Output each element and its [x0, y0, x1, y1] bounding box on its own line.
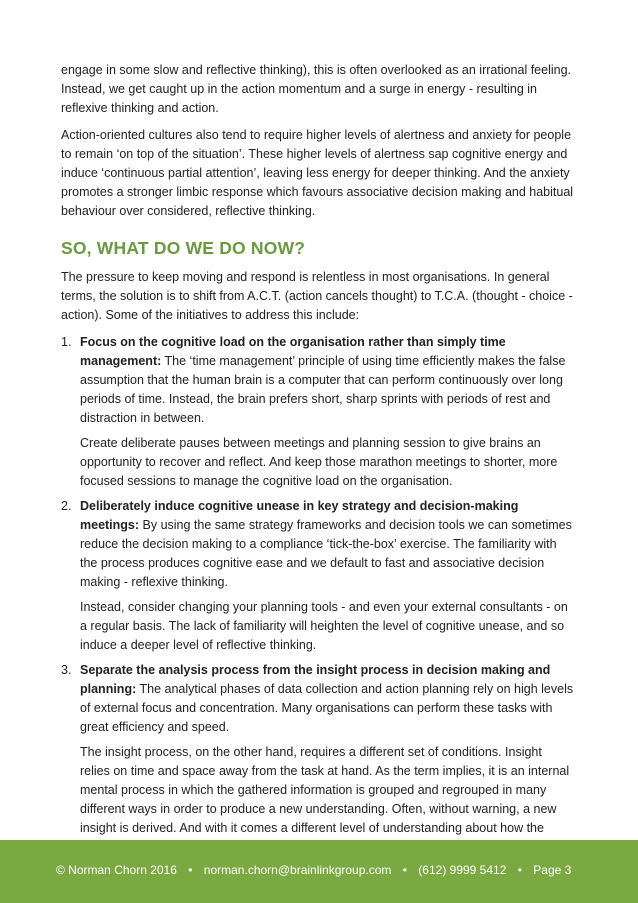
list-item-body [80, 661, 575, 737]
page-content [61, 61, 575, 863]
list-item-body [80, 497, 575, 592]
list-item-text: The ‘time management’ principle of using time efficiently makes the false assumption that the human brain is a computer that can perform continuously over long periods of time. Instead, the brain prefers short, sharp sprints with periods of rest and distraction in between. [80, 354, 566, 425]
section-intro: The pressure to keep moving and respond is relentless in most organisations. In general terms, the solution is to shift from A.C.T. (action cancels thought) to T.C.A. (thought - choice - action). Some of the initiatives to address this include: [61, 270, 573, 322]
list-item-extra: Create deliberate pauses between meetings and planning session to give brains an opportunity to recover and reflect. And keep those marathon meetings to shorter, more focused sessions to manage the cognitive load on the organisation. [80, 436, 558, 488]
list-item-extra: Instead, consider changing your planning tools - and even your external consultants - on a regular basis. The lack of familiarity will heighten the level of cognitive unease, and so induce a deeper level of reflective thinking. [80, 600, 568, 652]
list-item-lead: Deliberately induce cognitive unease in key strategy and decision-making meetings: [80, 499, 519, 532]
list-item-1 [61, 333, 575, 491]
list-item-body [80, 333, 575, 428]
footer-separator: • [188, 863, 193, 877]
list-number: 3. [61, 663, 72, 677]
list-item-extra: The insight process, on the other hand, requires a different set of conditions. Insight relies on time and space away from the task at hand. As the term implies, it is an internal mental process in which the gathered information is grouped and regrouped in many different ways in order to produce a new understanding. Often, without warning, a new insight is derived. And with it comes a different level of understanding about how the [80, 745, 570, 835]
footer-email[interactable]: norman.chorn@brainlinkgroup.com [203, 863, 392, 877]
page-footer [0, 840, 638, 903]
footer-page-number: Page 3 [533, 863, 572, 877]
footer-copyright: © Norman Chorn 2016 [56, 863, 177, 877]
list-item-text: The analytical phases of data collection and action planning rely on high levels of external focus and concentration. Many organisations can perform these tasks with great efficiency and speed. [80, 682, 574, 734]
list-number: 2. [61, 499, 72, 513]
intro-paragraph-2: Action-oriented cultures also tend to require higher levels of alertness and anxiety for people to remain ‘on top of the situation’. These higher levels of alertness sap cognitive energy and induce ‘continuous partial attention’, leaving less energy for deeper thinking. And the anxiety promotes a stronger limbic response which favours associative decision making and habitual behaviour over considered, reflective thinking. [61, 128, 574, 218]
list-item-lead: Focus on the cognitive load on the organisation rather than simply time management: [80, 335, 506, 368]
list-item-lead: Separate the analysis process from the insight process in decision making and planning: [80, 663, 551, 696]
footer-separator: • [517, 863, 522, 877]
intro-paragraph-1: engage in some slow and reflective thinking), this is often overlooked as an irrational feeling. Instead, we get caught up in the action momentum and a surge in energy - resulting in reflexive thinking and action. [61, 63, 572, 115]
list-item-2 [61, 497, 575, 655]
footer-separator: • [402, 863, 407, 877]
section-heading: SO, WHAT DO WE DO NOW? [61, 238, 306, 258]
footer-phone: (612) 9999 5412 [418, 863, 507, 877]
list-item-3 [61, 661, 575, 857]
footer-line [56, 862, 571, 878]
list-number: 1. [61, 335, 72, 349]
list-item-text: By using the same strategy frameworks and decision tools we can sometimes reduce the decision making to a compliance ‘tick-the-box’ exercise. The familiarity with the process produces cognitive ease and we default to fast and associative decision making - reflexive thinking. [80, 518, 572, 589]
